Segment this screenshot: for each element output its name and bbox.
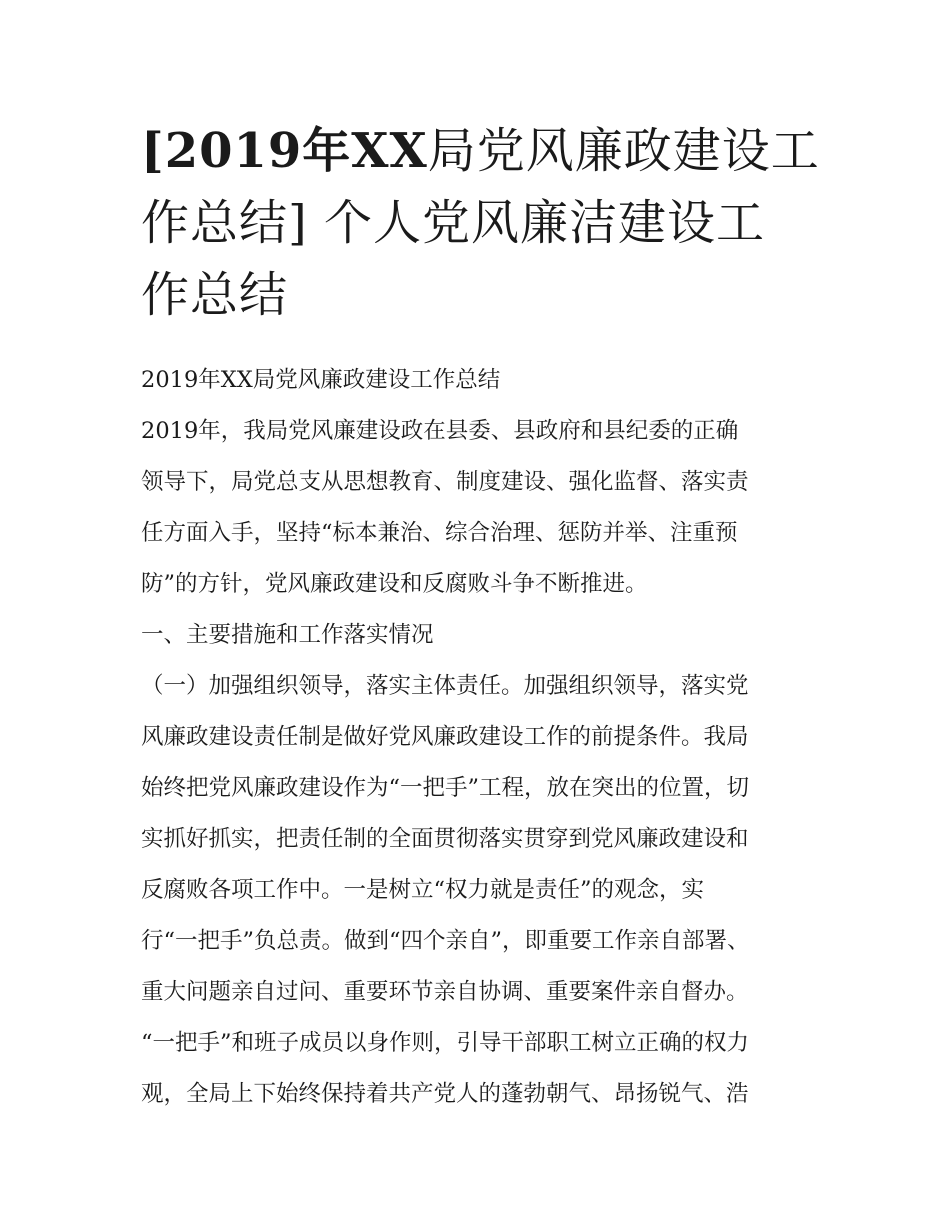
paragraph-line: 2019年，我局党风廉建设政在县委、县政府和县纪委的正确 bbox=[141, 418, 739, 444]
paragraph-line: 重大问题亲自过问、重要环节亲自协调、重要案件亲自督办。 bbox=[141, 979, 749, 1005]
title-line-bold: [2019年XX bbox=[141, 123, 428, 179]
paragraph-line: 行“一把手”负总责。做到“四个亲自”，即重要工作亲自部署、 bbox=[141, 928, 750, 954]
document-title bbox=[141, 115, 821, 331]
title-line bbox=[141, 187, 821, 259]
title-line-text: 局党风廉政建设工 bbox=[427, 123, 820, 179]
paragraph-line: 始终把党风廉政建设作为“一把手”工程，放在突出的位置，切 bbox=[141, 775, 750, 801]
title-line-text: 作总结] 个人党风廉洁建设工 bbox=[141, 195, 765, 251]
document-body bbox=[141, 355, 821, 1120]
paragraph-line: （一）加强组织领导，落实主体责任。加强组织领导，落实党 bbox=[141, 673, 749, 699]
paragraph-line: 防”的方针，党风廉政建设和反腐败斗争不断推进。 bbox=[141, 571, 648, 597]
paragraph-line: 风廉政建设责任制是做好党风廉政建设工作的前提条件。我局 bbox=[141, 724, 749, 750]
paragraph-line: 反腐败各项工作中。一是树立“权力就是责任”的观念，实 bbox=[141, 877, 705, 903]
paragraph-line: 实抓好抓实，把责任制的全面贯彻落实贯穿到党风廉政建设和 bbox=[141, 826, 749, 852]
paragraph-line: 观，全局上下始终保持着共产党人的蓬勃朝气、昂扬锐气、浩 bbox=[141, 1081, 749, 1107]
paragraph-line: 领导下，局党总支从思想教育、制度建设、强化监督、落实责 bbox=[141, 469, 749, 495]
title-line-text: 作总结 bbox=[141, 267, 289, 323]
section-heading: 一、主要措施和工作落实情况 bbox=[141, 622, 434, 648]
paragraph-line: 任方面入手，坚持“标本兼治、综合治理、惩防并举、注重预 bbox=[141, 520, 738, 546]
title-line bbox=[141, 115, 821, 187]
subtitle-line: 2019年XX局党风廉政建设工作总结 bbox=[141, 367, 501, 393]
title-line bbox=[141, 259, 821, 331]
paragraph-line: “一把手”和班子成员以身作则，引导干部职工树立正确的权力 bbox=[141, 1030, 750, 1056]
